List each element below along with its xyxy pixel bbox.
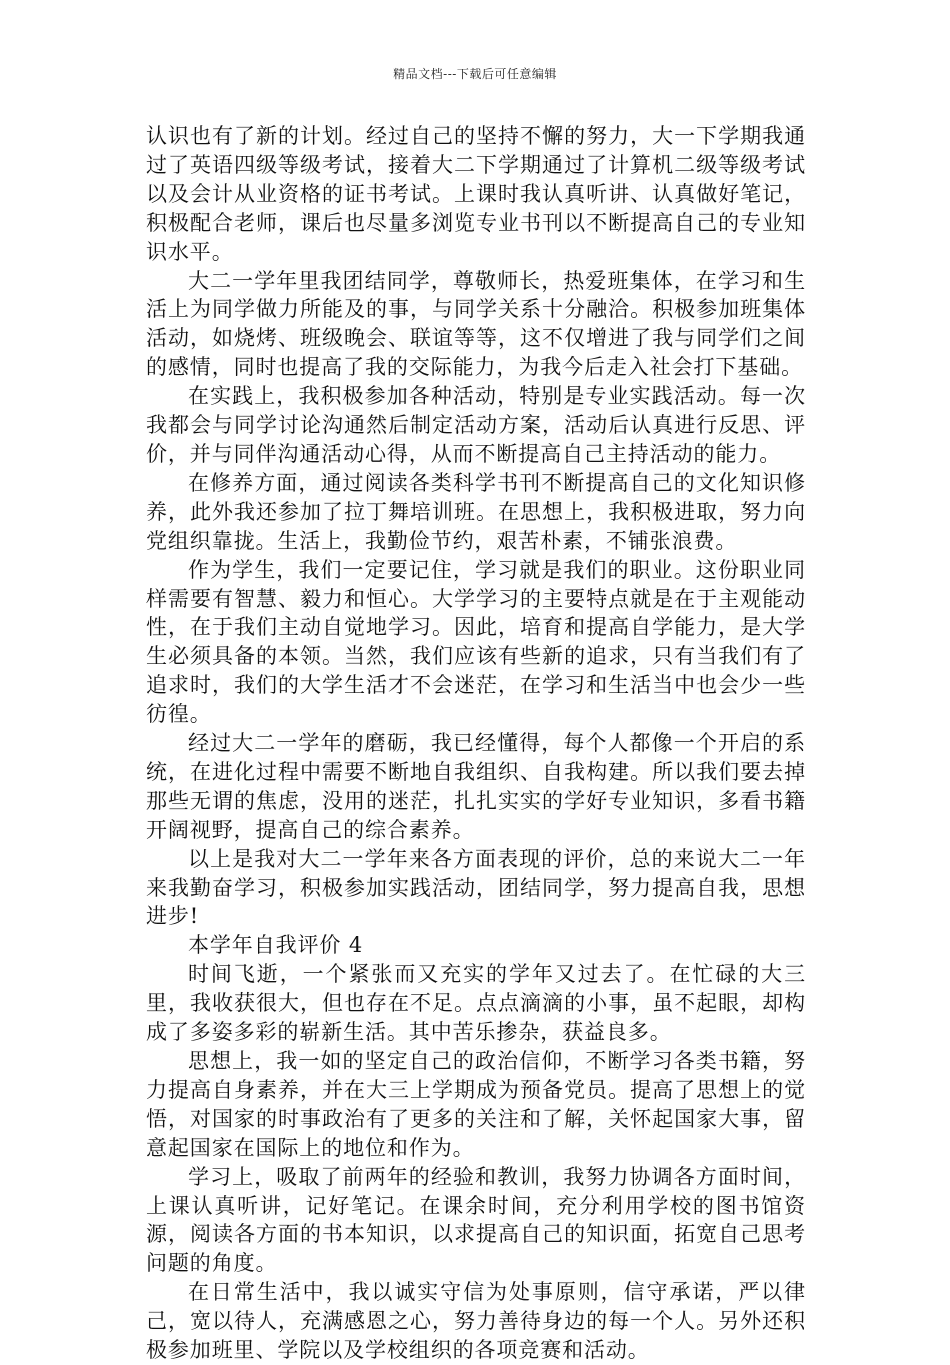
paragraph: 在修养方面，通过阅读各类科学书刊不断提高自己的文化知识修养，此外我还参加了拉丁舞培训班。在思想上，我积极进取，努力向党组织靠拢。生活上，我勤俭节约，艰苦朴素，不铺张浪费。 [146, 470, 806, 553]
paragraph: 作为学生，我们一定要记住，学习就是我们的职业。这份职业同样需要有智慧、毅力和恒心。大学学习的主要特点就是在于主观能动性，在于我们主动自觉地学习。因此，培育和提高自学能力，是大学生必须具备的本领。当然，我们应该有些新的追求，只有当我们有了追求时，我们的大学生活才不会迷茫，在学习和生活当中也会少一些彷徨。 [146, 557, 806, 727]
paragraph: 经过大二一学年的磨砺，我已经懂得，每个人都像一个开启的系统，在进化过程中需要不断地自我组织、自我构建。所以我们要去掉那些无谓的焦虑，没用的迷茫，扎扎实实的学好专业知识，多看书籍开阔视野，提高自己的综合素养。 [146, 731, 806, 842]
section-heading: 本学年自我评价 4 [188, 933, 364, 958]
paragraph: 在日常生活中，我以诚实守信为处事原则，信守承诺，严以律己，宽以待人，充满感恩之心，努力善待身边的每一个人。另外还积极参加班里、学院以及学校组织的各项竞赛和活动。 [146, 1280, 806, 1363]
page-header: 精品文档---下载后可任意编辑 [393, 67, 557, 81]
paragraph: 学习上，吸取了前两年的经验和教训，我努力协调各方面时间，上课认真听讲，记好笔记。在课余时间，充分利用学校的图书馆资源，阅读各方面的书本知识，以求提高自己的知识面，拓宽自己思考问题的角度。 [146, 1164, 806, 1276]
paragraph: 大二一学年里我团结同学，尊敬师长，热爱班集体，在学习和生活上为同学做力所能及的事，与同学关系十分融洽。积极参加班集体活动，如烧烤、班级晚会、联谊等等，这不仅增进了我与同学们之间的感情，同时也提高了我的交际能力，为我今后走入社会打下基础。 [146, 268, 806, 380]
paragraph: 在实践上，我积极参加各种活动，特别是专业实践活动。每一次我都会与同学讨论沟通然后制定活动方案，活动后认真进行反思、评价，并与同伴沟通活动心得，从而不断提高自己主持活动的能力。 [146, 384, 806, 466]
paragraph: 思想上，我一如的坚定自己的政治信仰，不断学习各类书籍，努力提高自身素养，并在大三上学期成为预备党员。提高了思想上的觉悟，对国家的时事政治有了更多的关注和了解，关怀起国家大事，留意起国家在国际上的地位和作为。 [146, 1049, 806, 1160]
paragraph-continued: 认识也有了新的计划。经过自己的坚持不懈的努力，大一下学期我通过了英语四级等级考试，接着大二下学期通过了计算机二级等级考试以及会计从业资格的证书考试。上课时我认真听讲、认真做好笔记，积极配合老师，课后也尽量多浏览专业书刊以不断提高自己的专业知识水平。 [146, 124, 806, 264]
document-body [146, 122, 806, 1365]
paragraph: 时间飞逝，一个紧张而又充实的学年又过去了。在忙碌的大三里，我收获很大，但也存在不足。点点滴滴的小事，虽不起眼，却构成了多姿多彩的崭新生活。其中苦乐掺杂，获益良多。 [146, 962, 806, 1045]
paragraph: 以上是我对大二一学年来各方面表现的评价，总的来说大二一年来我勤奋学习，积极参加实践活动，团结同学，努力提高自我，思想进步! [146, 846, 806, 929]
